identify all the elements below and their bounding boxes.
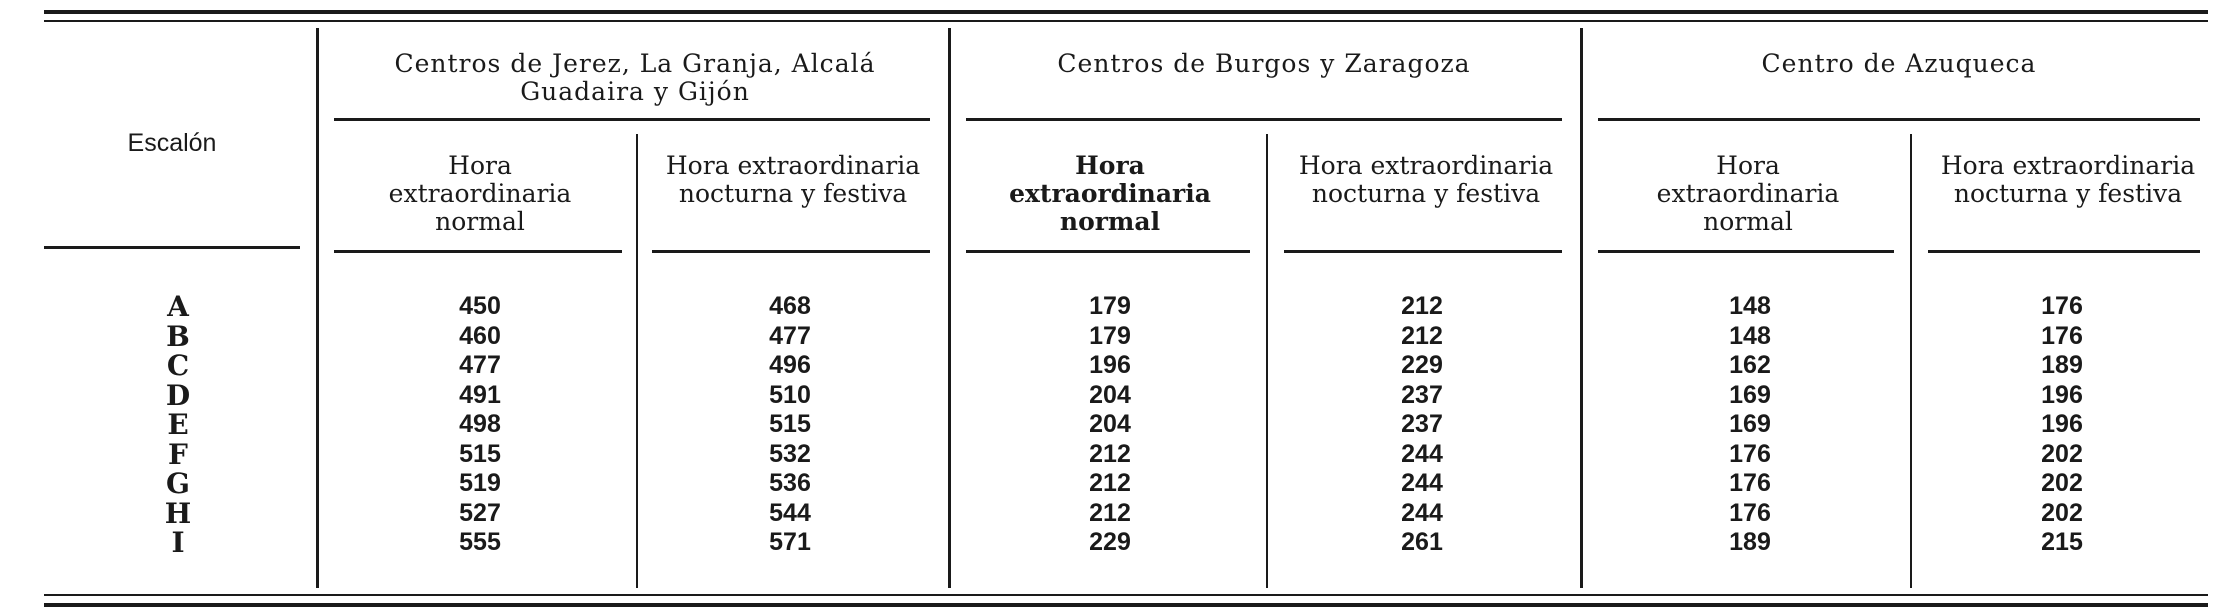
- value-cell: 189: [1729, 528, 1771, 556]
- value-column-3: [1060, 292, 1160, 558]
- value-cell: 179: [1089, 292, 1131, 320]
- escalon-cell: G: [166, 467, 190, 500]
- value-cell: 179: [1089, 321, 1131, 350]
- subheader-6: Hora extraordinaria nocturna y festiva: [1940, 151, 2196, 208]
- value-column-6: [2012, 292, 2112, 558]
- value-cell: 215: [2041, 528, 2083, 556]
- top-rule-thin: [44, 20, 2208, 22]
- bottom-rule-thin: [44, 594, 2208, 596]
- value-cell: 498: [459, 410, 501, 438]
- escalon-cell: E: [167, 408, 189, 441]
- row-header-escalon: Escalón: [127, 129, 217, 157]
- escalon-cell: F: [168, 437, 188, 471]
- value-cell: 148: [1729, 292, 1771, 320]
- sub-3-underline: [966, 250, 1250, 253]
- value-cell: 450: [459, 292, 501, 320]
- divider-sub-2: [1266, 134, 1268, 588]
- group-1-underline: [334, 118, 930, 121]
- escalon-cell: H: [164, 496, 192, 530]
- value-cell: 491: [459, 380, 501, 409]
- subheader-1: Hora extraordinaria normal: [388, 151, 572, 236]
- value-cell: 519: [459, 469, 501, 497]
- escalon-cell: A: [167, 290, 189, 323]
- value-cell: 169: [1729, 410, 1771, 438]
- subheader-3: Hora extraordinaria normal: [1009, 151, 1211, 236]
- value-cell: 460: [459, 321, 501, 350]
- value-cell: 212: [1401, 292, 1443, 320]
- value-cell: 176: [1729, 439, 1771, 468]
- escalon-cell: D: [165, 378, 191, 412]
- value-cell: 176: [1729, 469, 1771, 497]
- group-3-underline: [1598, 118, 2200, 121]
- group-1-title: Centros de Jerez, La Granja, Alcalá Guadaira y Gijón: [394, 49, 876, 106]
- value-cell: 204: [1089, 380, 1131, 409]
- divider-escalon: [316, 28, 319, 588]
- divider-sub-1: [636, 134, 638, 588]
- sub-2-underline: [652, 250, 930, 253]
- subheader-4: Hora extraordinaria nocturna y festiva: [1298, 151, 1554, 208]
- value-cell: 176: [2041, 292, 2083, 320]
- bottom-rule-thick: [44, 603, 2208, 607]
- group-3-title: Centro de Azuqueca: [1761, 49, 2037, 78]
- value-cell: 204: [1089, 410, 1131, 438]
- sub-5-underline: [1598, 250, 1894, 253]
- value-cell: 532: [769, 439, 811, 468]
- value-cell: 237: [1401, 380, 1443, 409]
- value-cell: 477: [459, 351, 501, 379]
- value-cell: 244: [1401, 498, 1443, 527]
- escalon-cell: C: [166, 349, 190, 382]
- value-cell: 237: [1401, 410, 1443, 438]
- value-cell: 189: [2041, 351, 2083, 379]
- value-column-5: [1700, 292, 1800, 558]
- escalon-column: [150, 292, 206, 558]
- group-2-underline: [966, 118, 1562, 121]
- value-cell: 515: [769, 410, 811, 438]
- value-cell: 202: [2041, 439, 2083, 468]
- value-cell: 477: [769, 321, 811, 350]
- value-cell: 196: [2041, 380, 2083, 409]
- value-cell: 196: [1089, 351, 1131, 379]
- value-cell: 176: [2041, 321, 2083, 350]
- escalon-cell: B: [166, 319, 190, 353]
- value-cell: 148: [1729, 321, 1771, 350]
- value-cell: 202: [2041, 469, 2083, 497]
- value-cell: 510: [769, 380, 811, 409]
- subheader-5: Hora extraordinaria normal: [1656, 151, 1840, 236]
- value-cell: 261: [1401, 528, 1443, 556]
- value-column-2: [740, 292, 840, 558]
- value-cell: 212: [1089, 498, 1131, 527]
- escalon-cell: I: [171, 526, 185, 559]
- sub-4-underline: [1284, 250, 1562, 253]
- escalon-underline: [44, 246, 300, 249]
- group-2-title: Centros de Burgos y Zaragoza: [1057, 49, 1471, 78]
- value-cell: 176: [1729, 498, 1771, 527]
- value-cell: 169: [1729, 380, 1771, 409]
- divider-group-2: [1580, 28, 1583, 588]
- value-cell: 229: [1401, 351, 1443, 379]
- value-cell: 244: [1401, 469, 1443, 497]
- value-cell: 544: [769, 498, 811, 527]
- value-cell: 244: [1401, 439, 1443, 468]
- value-cell: 212: [1401, 321, 1443, 350]
- top-rule-thick: [44, 10, 2208, 14]
- value-cell: 229: [1089, 528, 1131, 556]
- value-cell: 571: [769, 528, 811, 556]
- divider-group-1: [948, 28, 951, 588]
- value-cell: 196: [2041, 410, 2083, 438]
- subheader-2: Hora extraordinaria nocturna y festiva: [665, 151, 921, 208]
- value-cell: 162: [1729, 351, 1771, 379]
- value-cell: 555: [459, 528, 501, 556]
- sub-6-underline: [1928, 250, 2200, 253]
- value-cell: 536: [769, 469, 811, 497]
- sub-1-underline: [334, 250, 622, 253]
- value-column-1: [430, 292, 530, 558]
- value-cell: 202: [2041, 498, 2083, 527]
- value-cell: 212: [1089, 439, 1131, 468]
- value-column-4: [1372, 292, 1472, 558]
- value-cell: 527: [459, 498, 501, 527]
- value-cell: 212: [1089, 469, 1131, 497]
- value-cell: 496: [769, 351, 811, 379]
- divider-sub-3: [1910, 134, 1912, 588]
- value-cell: 468: [769, 292, 811, 320]
- value-cell: 515: [459, 439, 501, 468]
